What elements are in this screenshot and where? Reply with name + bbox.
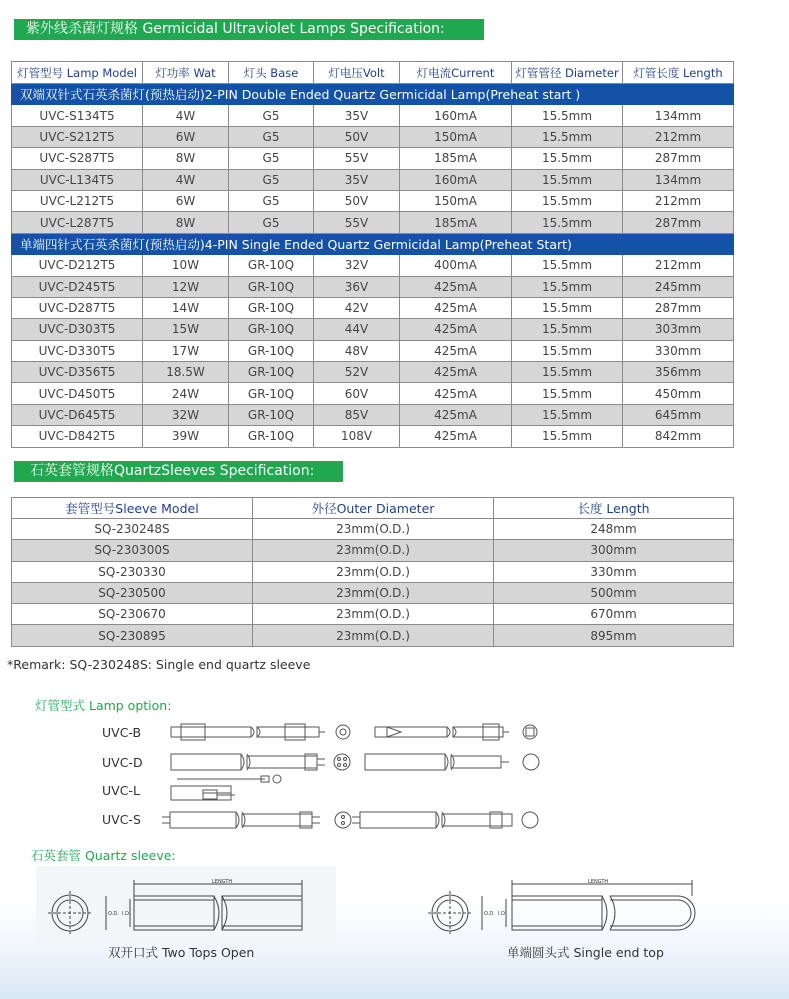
table-cell: 287mm [623, 212, 734, 233]
table-cell: GR-10Q [229, 426, 314, 447]
table-cell: 15.5mm [512, 426, 623, 447]
sleeve-spec-title: 石英套管规格QuartzSleeves Specification: [14, 461, 343, 482]
table-cell: 150mA [400, 190, 512, 211]
table-row [12, 190, 734, 211]
table-cell: 8W [143, 148, 229, 169]
table-cell: 10W [143, 255, 229, 276]
table-cell: 6W [143, 126, 229, 147]
table-cell: 15.5mm [512, 340, 623, 361]
table-cell: 450mm [623, 383, 734, 404]
table-cell: 356mm [623, 362, 734, 383]
table-cell: UVC-S212T5 [12, 126, 143, 147]
table-cell: SQ-230895 [12, 625, 253, 646]
group-single-ended [12, 233, 734, 254]
table-row [12, 362, 734, 383]
option-label-uvc-b: UVC-B [102, 725, 142, 740]
table-cell: UVC-S287T5 [12, 148, 143, 169]
sleeve-single-end-drawing [422, 866, 712, 942]
table-cell: 23mm(O.D.) [253, 582, 494, 603]
sleeve-two-open-drawing [36, 866, 336, 942]
table-cell: 15.5mm [512, 404, 623, 425]
table-cell: UVC-D645T5 [12, 404, 143, 425]
table-cell: 12W [143, 276, 229, 297]
table-cell: 52V [314, 362, 400, 383]
table-cell: SQ-230330 [12, 561, 253, 582]
header-current: 灯电流Current [400, 62, 512, 84]
table-cell: 14W [143, 297, 229, 318]
id-label: I.D. [122, 911, 131, 917]
group-double-ended [12, 84, 734, 105]
table-cell: 645mm [623, 404, 734, 425]
length-label: LENGTH [212, 879, 233, 885]
table-cell: GR-10Q [229, 319, 314, 340]
table-cell: 17W [143, 340, 229, 361]
length-label: LENGTH [588, 879, 609, 885]
table-cell: 23mm(O.D.) [253, 604, 494, 625]
sleeve-header-row [12, 498, 734, 519]
table-row [12, 519, 734, 540]
table-cell: UVC-D450T5 [12, 383, 143, 404]
table-row [12, 625, 734, 646]
table-row [12, 426, 734, 447]
table-cell: 160mA [400, 169, 512, 190]
table-cell: GR-10Q [229, 362, 314, 383]
table-cell: GR-10Q [229, 276, 314, 297]
table-cell: 50V [314, 190, 400, 211]
lamp-spec-table [11, 61, 734, 448]
table-cell: 425mA [400, 340, 512, 361]
table-cell: 36V [314, 276, 400, 297]
table-cell: GR-10Q [229, 297, 314, 318]
table-cell: SQ-230300S [12, 540, 253, 561]
lamp-spec-title: 紫外线杀菌灯规格 Germicidal Ultraviolet Lamps Specification: [14, 19, 484, 40]
table-cell: GR-10Q [229, 255, 314, 276]
table-cell: 15.5mm [512, 362, 623, 383]
table-cell: 425mA [400, 319, 512, 340]
table-cell: 15.5mm [512, 383, 623, 404]
table-cell: 15.5mm [512, 255, 623, 276]
table-row [12, 383, 734, 404]
table-cell: 425mA [400, 276, 512, 297]
table-cell: 330mm [623, 340, 734, 361]
sleeve-remark: *Remark: SQ-230248S: Single end quartz sleeve [7, 657, 311, 672]
table-cell: 6W [143, 190, 229, 211]
table-cell: G5 [229, 212, 314, 233]
uvc-b-lamp-drawing [165, 718, 545, 748]
table-cell: 32W [143, 404, 229, 425]
header-base: 灯头 Base [229, 62, 314, 84]
table-cell: 60V [314, 383, 400, 404]
table-cell: G5 [229, 148, 314, 169]
header-lamp-model: 灯管型号 Lamp Model [12, 62, 143, 84]
header-diameter: 灯管管径 Diameter [512, 62, 623, 84]
table-cell: 108V [314, 426, 400, 447]
table-cell: 842mm [623, 426, 734, 447]
id-label: I.D. [498, 911, 507, 917]
table-cell: 24W [143, 383, 229, 404]
table-cell: 425mA [400, 404, 512, 425]
table-cell: 134mm [623, 105, 734, 126]
table-cell: UVC-D245T5 [12, 276, 143, 297]
table-cell: 212mm [623, 255, 734, 276]
header-wattage: 灯功率 Wat [143, 62, 229, 84]
table-row [12, 212, 734, 233]
table-cell: 4W [143, 105, 229, 126]
table-cell: 15.5mm [512, 126, 623, 147]
od-label: O.D. [108, 911, 119, 917]
table-cell: 44V [314, 319, 400, 340]
table-row [12, 297, 734, 318]
table-cell: 185mA [400, 212, 512, 233]
table-row [12, 255, 734, 276]
table-cell: SQ-230670 [12, 604, 253, 625]
table-cell: 15.5mm [512, 169, 623, 190]
table-cell: 287mm [623, 148, 734, 169]
table-cell: 670mm [494, 604, 734, 625]
table-cell: 160mA [400, 105, 512, 126]
table-cell: 134mm [623, 169, 734, 190]
option-label-uvc-d: UVC-D [102, 755, 143, 770]
table-cell: UVC-D212T5 [12, 255, 143, 276]
lamp-header-row [12, 62, 734, 84]
sleeve-spec-table [11, 497, 734, 647]
table-cell: 35V [314, 169, 400, 190]
table-cell: 500mm [494, 582, 734, 603]
uvc-s-lamp-drawing [160, 806, 550, 834]
table-row [12, 404, 734, 425]
table-cell: 303mm [623, 319, 734, 340]
table-cell: UVC-D303T5 [12, 319, 143, 340]
table-cell: G5 [229, 190, 314, 211]
table-cell: 23mm(O.D.) [253, 561, 494, 582]
table-cell: 400mA [400, 255, 512, 276]
uvc-l-lamp-drawing-2 [165, 780, 545, 808]
quartz-sleeve-title: 石英套管 Quartz sleeve: [31, 848, 176, 863]
table-cell: UVC-D842T5 [12, 426, 143, 447]
table-cell: UVC-L212T5 [12, 190, 143, 211]
table-cell: UVC-L287T5 [12, 212, 143, 233]
table-cell: 32V [314, 255, 400, 276]
table-row [12, 582, 734, 603]
table-cell: 23mm(O.D.) [253, 540, 494, 561]
table-cell: 48V [314, 340, 400, 361]
table-row [12, 540, 734, 561]
table-cell: UVC-S134T5 [12, 105, 143, 126]
table-cell: SQ-230248S [12, 519, 253, 540]
header-length: 灯管长度 Length [623, 62, 734, 84]
table-cell: GR-10Q [229, 404, 314, 425]
caption-two-tops-open: 双开口式 Two Tops Open [108, 945, 255, 960]
table-cell: UVC-D330T5 [12, 340, 143, 361]
table-cell: UVC-D356T5 [12, 362, 143, 383]
table-cell: G5 [229, 105, 314, 126]
table-cell: SQ-230500 [12, 582, 253, 603]
table-cell: 212mm [623, 126, 734, 147]
table-cell: 55V [314, 212, 400, 233]
header-voltage: 灯电压Volt [314, 62, 400, 84]
table-cell: UVC-L134T5 [12, 169, 143, 190]
lamp-option-title: 灯管型式 Lamp option: [35, 698, 172, 713]
table-cell: 15.5mm [512, 319, 623, 340]
table-cell: 15.5mm [512, 297, 623, 318]
table-cell: 895mm [494, 625, 734, 646]
table-cell: 15.5mm [512, 276, 623, 297]
table-cell: 18.5W [143, 362, 229, 383]
table-row [12, 105, 734, 126]
table-cell: 15W [143, 319, 229, 340]
table-cell: 150mA [400, 126, 512, 147]
table-cell: 85V [314, 404, 400, 425]
header-outer-diameter: 外径Outer Diameter [253, 498, 494, 519]
table-cell: 23mm(O.D.) [253, 519, 494, 540]
table-cell: 35V [314, 105, 400, 126]
table-cell: 50V [314, 126, 400, 147]
table-cell: 212mm [623, 190, 734, 211]
table-row [12, 126, 734, 147]
table-cell: GR-10Q [229, 383, 314, 404]
table-cell: 425mA [400, 297, 512, 318]
od-label: O.D. [484, 911, 495, 917]
table-cell: 185mA [400, 148, 512, 169]
table-cell: 287mm [623, 297, 734, 318]
table-cell: 248mm [494, 519, 734, 540]
table-cell: 425mA [400, 362, 512, 383]
table-cell: 55V [314, 148, 400, 169]
table-cell: 15.5mm [512, 190, 623, 211]
table-row [12, 319, 734, 340]
table-row [12, 169, 734, 190]
table-cell: UVC-D287T5 [12, 297, 143, 318]
table-cell: 4W [143, 169, 229, 190]
table-cell: 15.5mm [512, 212, 623, 233]
option-label-uvc-s: UVC-S [102, 812, 141, 827]
table-cell: 8W [143, 212, 229, 233]
table-cell: 300mm [494, 540, 734, 561]
table-row [12, 340, 734, 361]
table-cell: 425mA [400, 426, 512, 447]
table-row [12, 561, 734, 582]
table-cell: 15.5mm [512, 105, 623, 126]
table-cell: 330mm [494, 561, 734, 582]
option-label-uvc-l: UVC-L [102, 783, 140, 798]
group-title: 单端四针式石英杀菌灯(预热启动)4-PIN Single Ended Quartz Germicidal Lamp(Preheat Start) [12, 233, 734, 254]
table-cell: 42V [314, 297, 400, 318]
table-cell: 245mm [623, 276, 734, 297]
table-cell: 15.5mm [512, 148, 623, 169]
caption-single-end-top: 单端圆头式 Single end top [507, 945, 664, 960]
table-cell: G5 [229, 169, 314, 190]
table-cell: 39W [143, 426, 229, 447]
table-cell: GR-10Q [229, 340, 314, 361]
header-sleeve-length: 长度 Length [494, 498, 734, 519]
table-row [12, 148, 734, 169]
table-row [12, 604, 734, 625]
table-cell: G5 [229, 126, 314, 147]
table-cell: 23mm(O.D.) [253, 625, 494, 646]
table-cell: 425mA [400, 383, 512, 404]
table-row [12, 276, 734, 297]
header-sleeve-model: 套管型号Sleeve Model [12, 498, 253, 519]
group-title: 双端双针式石英杀菌灯(预热启动)2-PIN Double Ended Quartz Germicidal Lamp(Preheat start ) [12, 84, 734, 105]
